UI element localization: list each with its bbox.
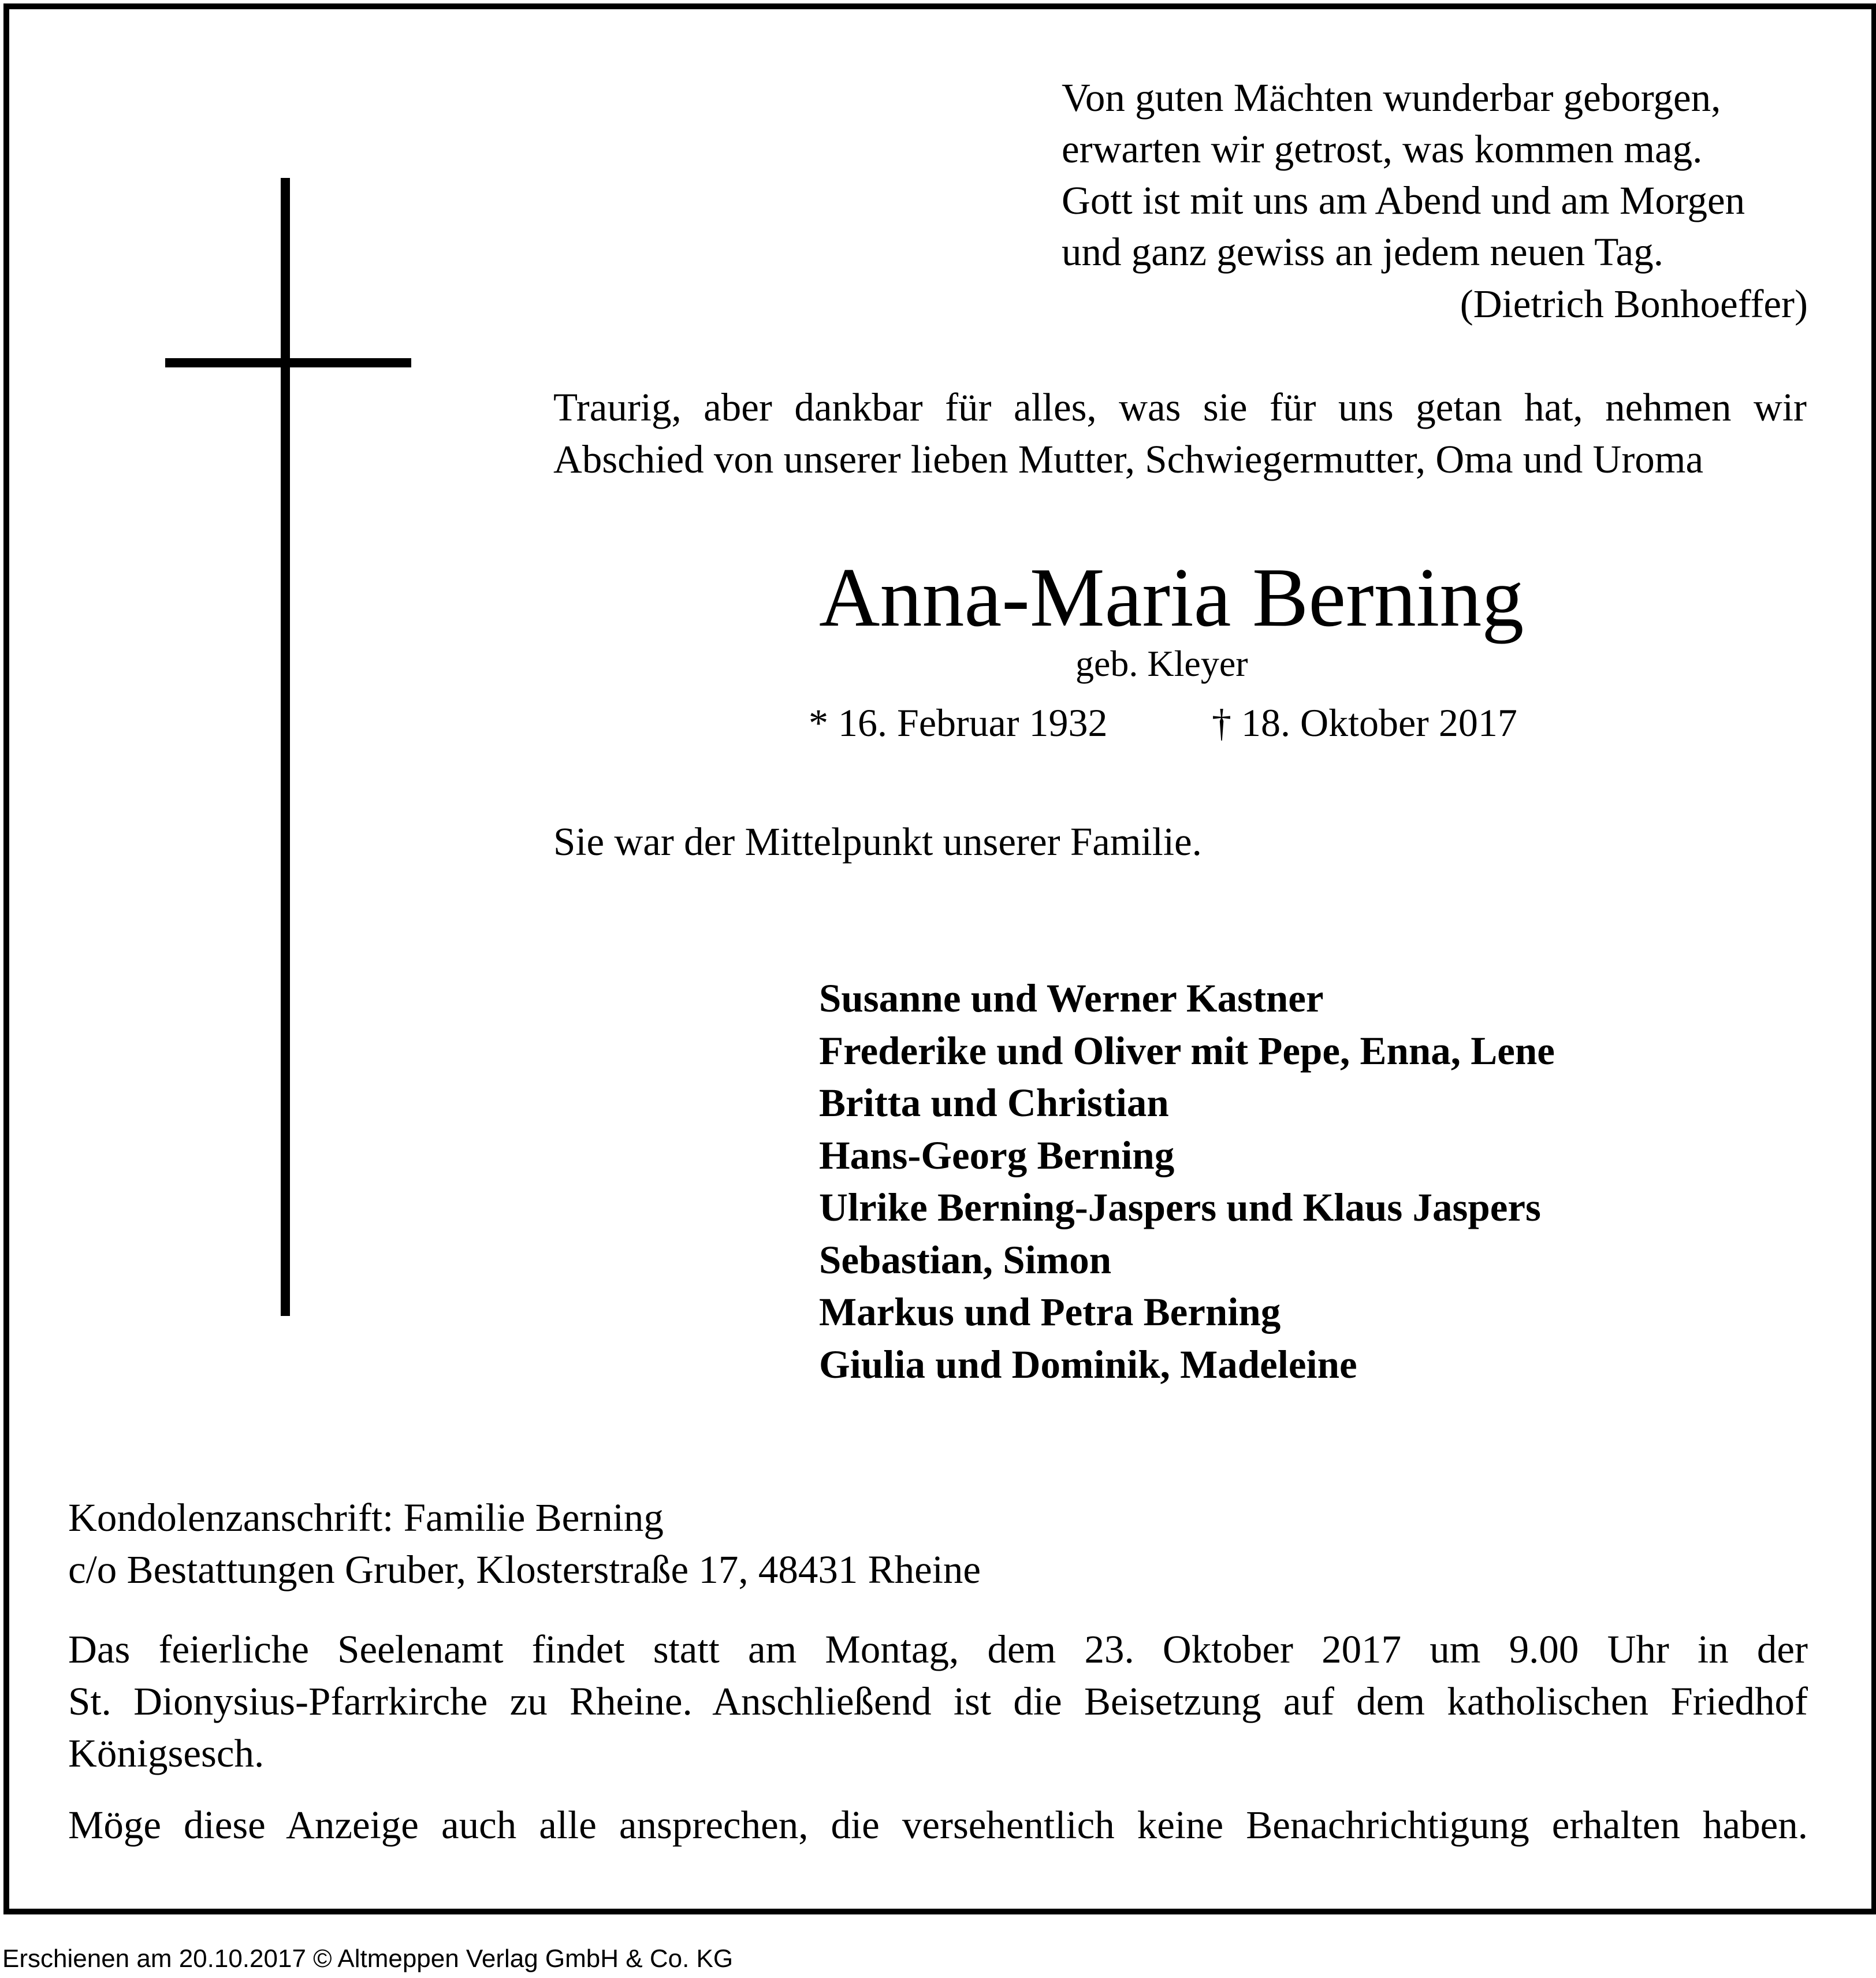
publication-footer: Erschienen am 20.10.2017 © Altmeppen Verlag GmbH & Co. KG	[2, 1944, 734, 1973]
bonhoeffer-verse	[1062, 72, 1745, 278]
intro-line: Traurig, aber dankbar für alles, was sie für uns getan hat, nehmen wir	[553, 385, 1807, 429]
verse-line: Gott ist mit uns am Abend und am Morgen	[1062, 179, 1745, 222]
verse-author: (Dietrich Bonhoeffer)	[1460, 282, 1808, 326]
mourner-line: Frederike und Oliver mit Pepe, Enna, Lene	[819, 1028, 1555, 1073]
closing-note: Möge diese Anzeige auch alle ansprechen, die versehentlich keine Benachrichtigung erhalten haben.	[68, 1803, 1808, 1847]
mourner-line: Ulrike Berning-Jaspers und Klaus Jaspers	[819, 1185, 1541, 1229]
verse-line: und ganz gewiss an jedem neuen Tag.	[1062, 230, 1664, 274]
death-date: † 18. Oktober 2017	[1212, 701, 1517, 745]
verse-line: erwarten wir getrost, was kommen mag.	[1062, 127, 1703, 171]
family-center-statement: Sie war der Mittelpunkt unserer Familie.	[553, 820, 1202, 864]
service-line: Das feierliche Seelenamt findet statt am Montag, dem 23. Oktober 2017 um 9.00 Uhr in der	[68, 1627, 1808, 1671]
service-line: Königsesch.	[68, 1731, 265, 1775]
born-name: geb. Kleyer	[1075, 643, 1248, 684]
intro-line: Abschied von unserer lieben Mutter, Schwiegermutter, Oma und Uroma	[553, 437, 1704, 481]
mourners-list	[819, 972, 1555, 1390]
verse-line: Von guten Mächten wunderbar geborgen,	[1062, 76, 1721, 120]
intro-text	[553, 381, 1807, 485]
mourner-line: Susanne und Werner Kastner	[819, 976, 1324, 1020]
condolence-line: Kondolenzanschrift: Familie Berning	[68, 1496, 664, 1540]
cross-horizontal-bar	[165, 358, 411, 367]
service-line: St. Dionysius-Pfarrkirche zu Rheine. Anschließend ist die Beisetzung auf dem katholischen Friedhof	[68, 1679, 1808, 1723]
mourner-line: Britta und Christian	[819, 1081, 1169, 1125]
mourner-line: Giulia und Dominik, Madeleine	[819, 1342, 1357, 1386]
mourner-line: Hans-Georg Berning	[819, 1133, 1175, 1177]
cross-vertical-bar	[281, 178, 290, 1316]
mourner-line: Sebastian, Simon	[819, 1237, 1112, 1282]
service-info	[68, 1623, 1808, 1779]
deceased-name: Anna-Maria Berning	[819, 551, 1524, 644]
condolence-line: c/o Bestattungen Gruber, Klosterstraße 17, 48431 Rheine	[68, 1548, 981, 1592]
condolence-address	[68, 1492, 981, 1596]
mourner-line: Markus und Petra Berning	[819, 1290, 1281, 1334]
birth-date: * 16. Februar 1932	[809, 701, 1108, 745]
